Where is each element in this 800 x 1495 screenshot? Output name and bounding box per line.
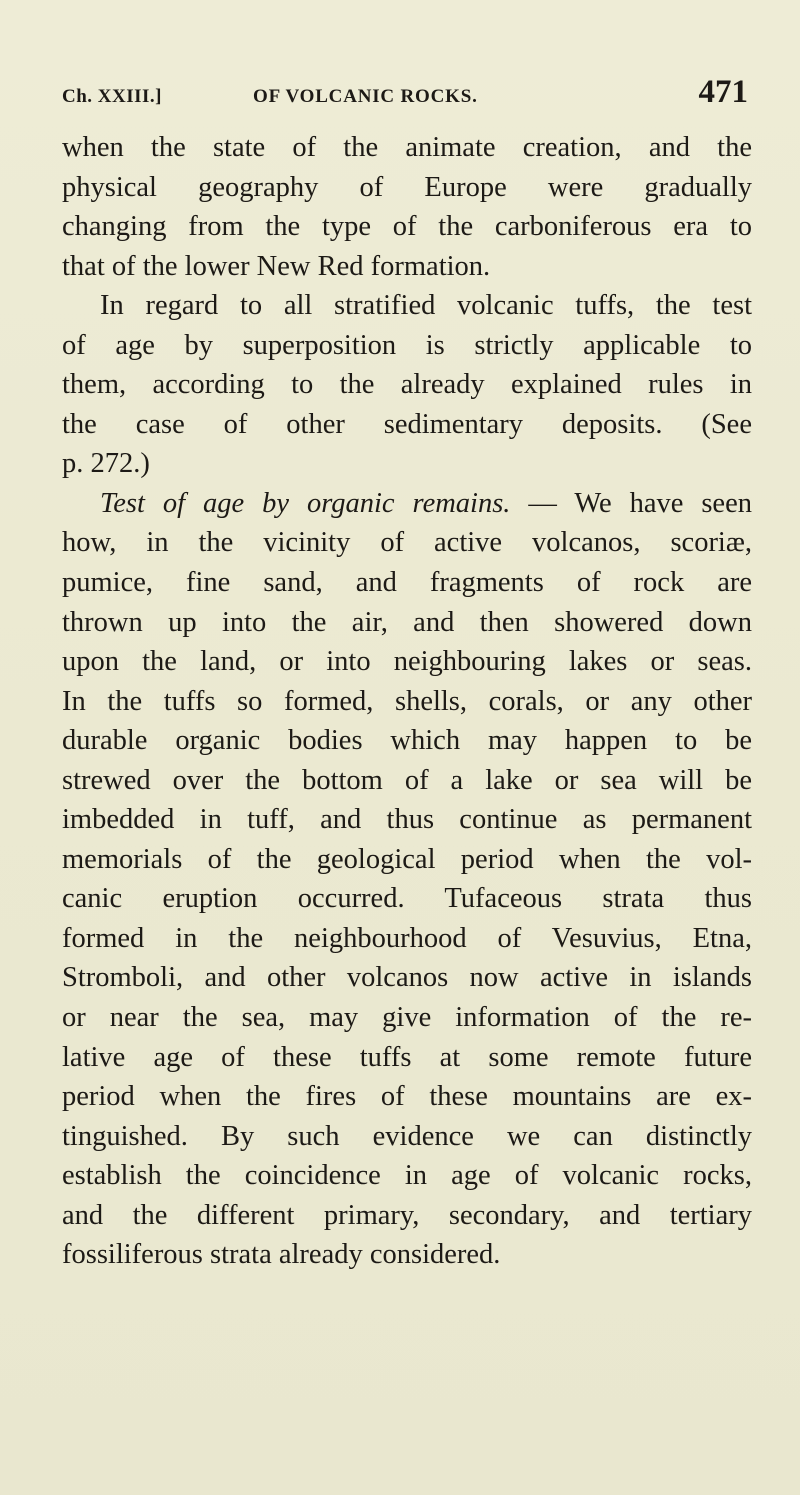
paragraph-1 bbox=[62, 128, 752, 286]
text-run: — We have seen bbox=[510, 487, 752, 519]
text-line: them, according to the already explained rules in bbox=[62, 369, 752, 401]
running-head bbox=[62, 72, 748, 112]
text-line: fossiliferous strata already considered. bbox=[62, 1239, 501, 1271]
text-line: when the state of the animate creation, and the bbox=[62, 132, 752, 163]
paragraph-3 bbox=[62, 484, 752, 1275]
text-line: period when the fires of these mountains are ex- bbox=[62, 1081, 752, 1113]
text-line: establish the coincidence in age of volcanic rocks, bbox=[62, 1160, 752, 1192]
text-line: tinguished. By such evidence we can distinctly bbox=[62, 1120, 752, 1152]
text-line: formed in the neighbourhood of Vesuvius, Etna, bbox=[62, 922, 752, 954]
text-line: In regard to all stratified volcanic tuffs, the test bbox=[100, 290, 752, 322]
text-line: how, in the vicinity of active volcanos, scoriæ, bbox=[62, 527, 752, 559]
text-line: imbedded in tuff, and thus continue as permanent bbox=[62, 804, 752, 836]
text-line: changing from the type of the carboniferous era to bbox=[62, 211, 752, 243]
text-line: or near the sea, may give information of the re- bbox=[62, 1002, 752, 1034]
text-line: p. 272.) bbox=[62, 448, 150, 480]
text-line: that of the lower New Red formation. bbox=[62, 250, 491, 282]
running-title: OF VOLCANIC ROCKS. bbox=[253, 86, 478, 107]
text-line: lative age of these tuffs at some remote future bbox=[62, 1041, 752, 1073]
text-line: memorials of the geological period when the vol- bbox=[62, 843, 752, 875]
text-line: durable organic bodies which may happen to be bbox=[62, 725, 752, 757]
text-line bbox=[62, 484, 752, 524]
text-line: canic eruption occurred. Tufaceous strata thus bbox=[62, 883, 752, 915]
text-line: of age by superposition is strictly applicable to bbox=[62, 329, 752, 361]
text-line: strewed over the bottom of a lake or sea will be bbox=[62, 764, 752, 796]
text-line: the case of other sedimentary deposits. (See bbox=[62, 408, 752, 440]
text-line: physical geography of Europe were gradually bbox=[62, 171, 752, 203]
text-line: thrown up into the air, and then showered down bbox=[62, 606, 752, 638]
text-line: upon the land, or into neighbouring lakes or seas. bbox=[62, 646, 752, 678]
body-text bbox=[62, 128, 752, 1275]
text-line: and the different primary, secondary, and tertiary bbox=[62, 1199, 752, 1231]
paragraph-2 bbox=[62, 286, 752, 484]
text-line: Stromboli, and other volcanos now active in islands bbox=[62, 962, 752, 994]
chapter-reference: Ch. XXIII.] bbox=[62, 86, 162, 107]
text-line: In the tuffs so formed, shells, corals, or any other bbox=[62, 685, 752, 717]
page-number: 471 bbox=[698, 74, 748, 110]
text-line: pumice, fine sand, and fragments of rock are bbox=[62, 567, 752, 599]
section-heading: Test of age by organic remains. bbox=[100, 487, 511, 519]
